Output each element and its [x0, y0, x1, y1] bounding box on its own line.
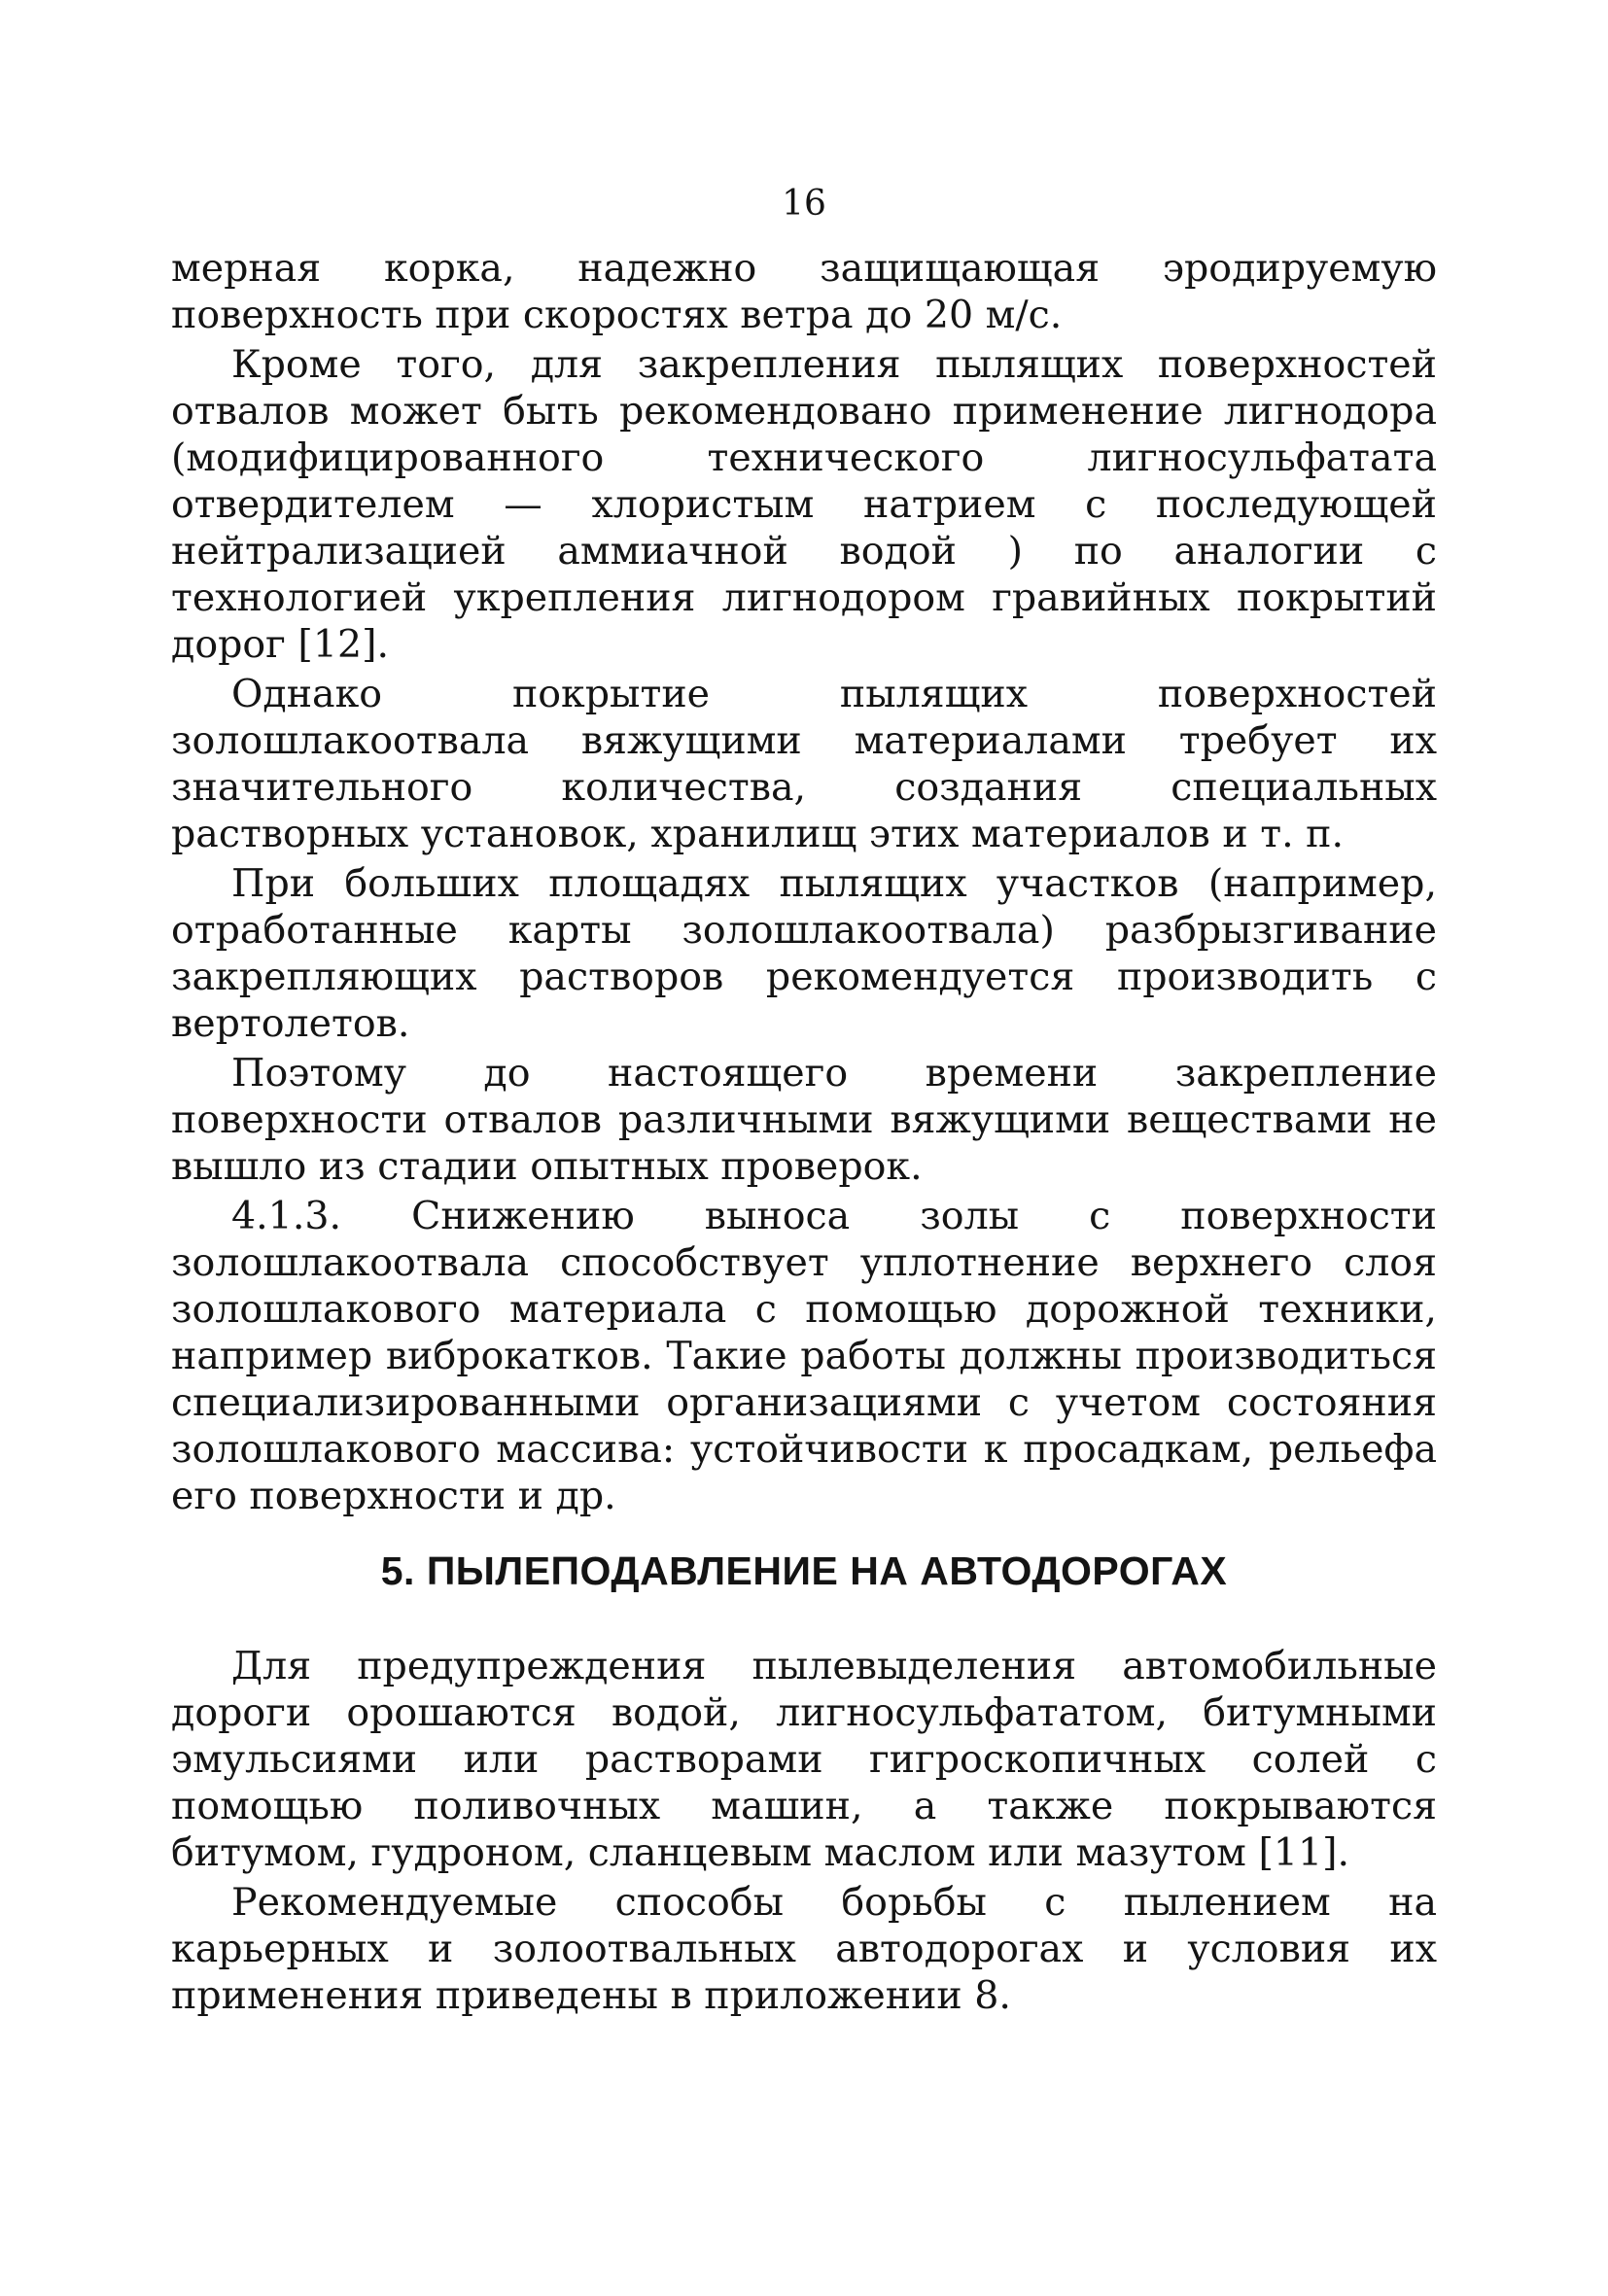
paragraph-road-dust-prevention: Для предупреждения пылевыделения автомобильные дороги орошаются водой, лигносульфататом, битумными эмульсиями или растворами гигроскопичных солей с помощью поливочных машин, а также покрываются битумом, гудроном, сланцевым маслом или мазутом [11]. [171, 1644, 1437, 1875]
page-number: 16 [782, 184, 826, 224]
section-heading: 5. ПЫЛЕПОДАВЛЕНИЕ НА АВТОДОРОГАХ [380, 1548, 1228, 1593]
paragraph-binding-materials: Однако покрытие пылящих поверхностей золошлакоотвала вяжущими материалами требует их значительного количества, создания специальных растворных установок, хранилищ этих материалов и т. п. [171, 672, 1437, 856]
paragraph-appendix-reference: Рекомендуемые способы борьбы с пылением на карьерных и золоотвальных автодорогах и условия их применения приведены в приложении 8. [171, 1880, 1437, 2018]
paragraph-lignodor: Кроме того, для закрепления пылящих поверхностей отвалов может быть рекомендовано применение лигнодора (модифицированного технического лигносульфатата отвердителем — хлористым натрием с последующей нейтрализацией аммиачной водой ) по аналогии с технологией укрепления лигнодором гравийных покрытий дорог [12]. [171, 342, 1437, 667]
paragraph-continuation: мерная корка, надежно защищающая эродируемую поверхность при скоростях ветра до 20 м/с. [171, 246, 1437, 337]
paragraph-experimental-stage: Поэтому до настоящего времени закрепление поверхности отвалов различными вяжущими веществами не вышло из стадии опытных проверок. [171, 1051, 1437, 1189]
paragraph-helicopter-spraying: При больших площадях пылящих участков (например, отработанные карты золошлакоотвала) разбрызгивание закрепляющих растворов рекомендуется производить с вертолетов. [171, 861, 1437, 1046]
section-body-text [171, 1643, 1437, 2019]
body-text [171, 245, 1437, 1519]
paragraph-4-1-3: 4.1.3. Снижению выноса золы с поверхности золошлакоотвала способствует уплотнение верхнего слоя золошлакового материала с помощью дорожной техники, например виброкатков. Такие работы должны производиться специализированными организациями с учетом состояния золошлакового массива: устойчивости к просадкам, рельефа его поверхности и др. [171, 1194, 1437, 1518]
